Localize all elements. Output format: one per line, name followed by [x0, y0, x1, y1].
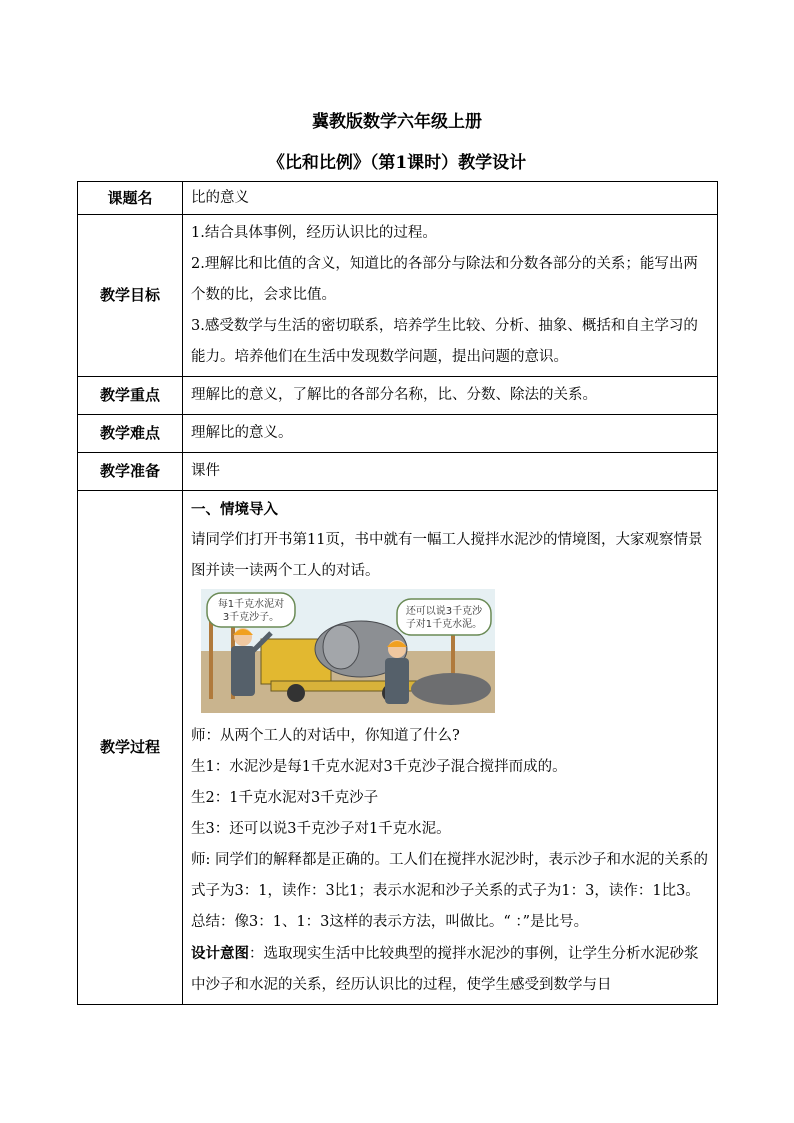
intro-text: 请同学们打开书第11页，书中就有一幅工人搅拌水泥沙的情境图，大家观察情景图并读一读两个工人的对话。 [191, 532, 703, 579]
key-point-label: 教学重点 [78, 377, 183, 415]
preparation-row [78, 453, 718, 491]
goals-row [78, 215, 718, 377]
left-speech-bubble-line2: 3千克沙子。 [222, 612, 280, 623]
goals-content [183, 215, 718, 377]
topic-label: 课题名 [78, 182, 183, 215]
dialogue-line: 生2：1千克水泥对3千克沙子 [191, 790, 379, 806]
lesson-plan-table [77, 181, 718, 1005]
left-speech-bubble-line1: 每1千克水泥对 [217, 599, 285, 610]
document-title: 冀教版数学六年级上册 [312, 112, 482, 132]
summary-line: 总结：像3：1、1：3这样的表示方法，叫做比。“ ：”是比号。 [191, 914, 589, 930]
difficulty-row [78, 415, 718, 453]
topic-row [78, 182, 718, 215]
key-point-row [78, 377, 718, 415]
process-row [78, 491, 718, 1005]
goals-label: 教学目标 [78, 215, 183, 377]
dialogue-line: 师：从两个工人的对话中，你知道了什么? [191, 728, 460, 744]
preparation-value: 课件 [183, 453, 718, 491]
right-speech-bubble-line1: 还可以说3千克沙 [405, 606, 483, 617]
section-title: 一、情境导入 [191, 501, 278, 518]
preparation-label: 教学准备 [78, 453, 183, 491]
difficulty-value: 理解比的意义。 [183, 415, 718, 453]
difficulty-label: 教学难点 [78, 415, 183, 453]
goal-item: 1.结合具体事例，经历认识比的过程。 [191, 225, 437, 241]
dialogue-line: 生1：水泥沙是每1千克水泥对3千克沙子混合搅拌而成的。 [191, 759, 567, 775]
process-label: 教学过程 [78, 491, 183, 1005]
topic-value: 比的意义 [183, 182, 718, 215]
document-subtitle: 《比和比例》（第1课时）教学设计 [267, 153, 527, 173]
process-content [183, 491, 718, 1005]
workers-mixing-cement-illustration [201, 589, 495, 713]
design-intent [191, 938, 709, 1001]
goal-item: 2.理解比和比值的含义，知道比的各部分与除法和分数各部分的关系；能写出两个数的比，会求比值。 [191, 256, 698, 303]
key-point-value: 理解比的意义，了解比的各部分名称，比、分数、除法的关系。 [183, 377, 718, 415]
dialogue-line: 师: 同学们的解释都是正确的。工人们在搅拌水泥沙时，表示沙子和水泥的关系的式子为3：1，读作：3比1；表示水泥和沙子关系的式子为1：3，读作：1比3。 [191, 852, 708, 899]
design-intent-text: ：选取现实生活中比较典型的搅拌水泥沙的事例，让学生分析水泥砂浆中沙子和水泥的关系，经历认识比的过程，使学生感受到数学与日 [191, 946, 699, 993]
right-speech-bubble-line2: 子对1千克水泥。 [405, 619, 483, 630]
goal-item: 3.感受数学与生活的密切联系，培养学生比较、分析、抽象、概括和自主学习的能力。培养他们在生活中发现数学问题，提出问题的意识。 [191, 318, 698, 365]
dialogue-line: 生3：还可以说3千克沙子对1千克水泥。 [191, 821, 451, 837]
design-intent-label: 设计意图 [191, 945, 249, 962]
